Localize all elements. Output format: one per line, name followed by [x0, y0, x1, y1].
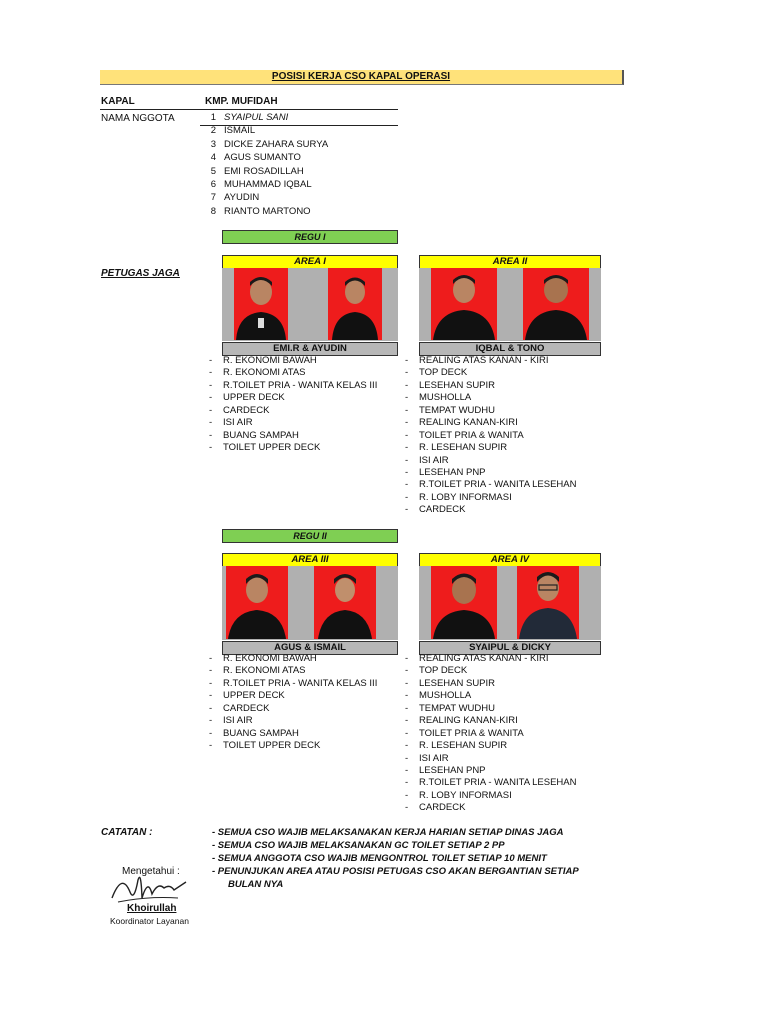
member-name: SYAIPUL SANI [224, 112, 289, 123]
task-label: ISI AIR [223, 715, 253, 727]
area-2-label: AREA II [419, 255, 601, 269]
task-label: R. EKONOMI ATAS [223, 665, 306, 677]
task-dash: - [405, 677, 409, 689]
kapal-label: KAPAL [101, 96, 135, 107]
area-4-label: AREA IV [419, 553, 601, 567]
member-name: AGUS SUMANTO [224, 152, 301, 164]
task-item [209, 367, 377, 379]
task-dash: - [405, 702, 409, 714]
task-label: LESEHAN SUPIR [419, 677, 496, 689]
task-dash: - [405, 491, 409, 503]
catatan-notes [212, 826, 579, 878]
task-item [405, 392, 577, 404]
task-item [209, 355, 377, 367]
member-number: 6 [210, 178, 216, 190]
title-bar [100, 70, 624, 85]
photo-iqbal [431, 268, 497, 340]
task-label: R. LOBY INFORMASI [419, 789, 512, 801]
task-dash: - [209, 379, 213, 391]
member-name: RIANTO MARTONO [224, 205, 311, 217]
task-label: REALING ATAS KANAN - KIRI [419, 355, 549, 366]
task-dash: - [405, 367, 409, 379]
task-item [405, 690, 577, 702]
task-item [405, 492, 577, 504]
member-row [200, 124, 328, 137]
task-dash: - [209, 653, 213, 664]
photo-agus [226, 566, 288, 639]
task-dash: - [209, 690, 213, 702]
mengetahui-label: Mengetahui : [122, 866, 180, 877]
member-row [200, 178, 328, 191]
task-label: R.TOILET PRIA - WANITA KELAS III [223, 677, 378, 689]
task-label: BUANG SAMPAH [223, 429, 299, 441]
task-label: REALING ATAS KANAN - KIRI [419, 653, 549, 664]
task-item [405, 777, 577, 789]
task-item [405, 765, 577, 777]
member-number: 2 [210, 125, 216, 137]
task-item [209, 417, 377, 429]
photo-emi [234, 268, 288, 340]
task-label: R. EKONOMI BAWAH [223, 653, 317, 664]
task-label: TOILET UPPER DECK [223, 442, 321, 454]
task-item [209, 405, 377, 417]
task-dash: - [209, 442, 213, 454]
task-dash: - [405, 392, 409, 404]
member-row [200, 191, 328, 204]
task-item [209, 703, 377, 715]
task-dash: - [405, 727, 409, 739]
member-row [200, 165, 328, 178]
area-1-task-list [209, 355, 377, 455]
task-item [209, 653, 377, 665]
task-dash: - [209, 740, 213, 752]
task-item [209, 690, 377, 702]
task-label: TOP DECK [419, 665, 468, 677]
regu-2-label: REGU II [222, 529, 398, 543]
member-list [200, 111, 328, 218]
task-item [209, 380, 377, 392]
task-label: R. EKONOMI ATAS [223, 367, 306, 379]
task-label: CARDECK [419, 504, 466, 516]
task-label: LESEHAN PNP [419, 466, 486, 478]
task-label: TOP DECK [419, 367, 468, 379]
task-dash: - [405, 715, 409, 727]
task-item [209, 740, 377, 752]
task-dash: - [209, 715, 213, 727]
note-item: - SEMUA CSO WAJIB MELAKSANAKAN GC TOILET SETIAP 2 PP [212, 840, 505, 851]
task-label: TOILET UPPER DECK [223, 740, 321, 752]
task-item [209, 430, 377, 442]
task-label: ISI AIR [419, 454, 449, 466]
task-dash: - [405, 442, 409, 454]
task-dash: - [405, 379, 409, 391]
task-dash: - [209, 677, 213, 689]
task-item [209, 665, 377, 677]
task-item [405, 355, 577, 367]
member-name: AYUDIN [224, 192, 260, 204]
task-item [405, 442, 577, 454]
task-label: ISI AIR [419, 752, 449, 764]
task-dash: - [405, 454, 409, 466]
member-name: EMI ROSADILLAH [224, 165, 304, 177]
task-label: REALING KANAN-KIRI [419, 715, 518, 727]
kapal-underline [100, 109, 398, 110]
task-item [405, 430, 577, 442]
area-2-names: IQBAL & TONO [419, 342, 601, 356]
area-1-photo-strip [222, 268, 398, 341]
area-3-names: AGUS & ISMAIL [222, 641, 398, 655]
task-dash: - [405, 740, 409, 752]
area-2-photo-strip [419, 268, 601, 341]
task-label: R. LOBY INFORMASI [419, 491, 512, 503]
area-3-label: AREA III [222, 553, 398, 567]
area-4-photo-strip [419, 566, 601, 640]
member-row [200, 151, 328, 164]
area-1-names: EMI.R & AYUDIN [222, 342, 398, 356]
task-item [209, 678, 377, 690]
member-row [200, 111, 328, 124]
task-label: TEMPAT WUDHU [419, 702, 495, 714]
signature-image [108, 868, 192, 906]
task-dash: - [209, 404, 213, 416]
task-dash: - [405, 417, 409, 429]
task-item [405, 405, 577, 417]
task-label: LESEHAN SUPIR [419, 379, 496, 391]
task-label: CARDECK [419, 802, 466, 814]
signer-name: Khoirullah [127, 903, 177, 914]
task-item [405, 790, 577, 802]
task-dash: - [209, 367, 213, 379]
task-dash: - [405, 802, 409, 814]
task-label: UPPER DECK [223, 392, 285, 404]
area-1-label: AREA I [222, 255, 398, 269]
signer-role: Koordinator Layanan [110, 916, 189, 926]
petugas-jaga-label: PETUGAS JAGA [101, 268, 180, 279]
task-item [209, 392, 377, 404]
task-item [405, 455, 577, 467]
task-item [405, 467, 577, 479]
task-dash: - [405, 752, 409, 764]
task-dash: - [405, 479, 409, 491]
task-label: TOILET PRIA & WANITA [419, 727, 524, 739]
task-item [209, 728, 377, 740]
photo-ayudin [328, 268, 382, 340]
photo-dicky [517, 566, 579, 639]
regu-1-label: REGU I [222, 230, 398, 244]
task-label: R. LESEHAN SUPIR [419, 442, 508, 454]
kapal-value: KMP. MUFIDAH [205, 96, 278, 107]
task-label: TEMPAT WUDHU [419, 404, 495, 416]
page-title: POSISI KERJA CSO KAPAL OPERASI [271, 71, 451, 82]
task-item [405, 715, 577, 727]
member-number: 7 [210, 192, 216, 204]
task-dash: - [405, 690, 409, 702]
photo-syaipul [431, 566, 497, 639]
task-item [405, 479, 577, 491]
note-item: - PENUNJUKAN AREA ATAU POSISI PETUGAS CSO AKAN BERGANTIAN SETIAP [212, 866, 579, 877]
task-item [405, 753, 577, 765]
task-label: UPPER DECK [223, 690, 285, 702]
task-dash: - [209, 702, 213, 714]
member-name: ISMAIL [224, 125, 256, 137]
catatan-note-cont: BULAN NYA [228, 879, 284, 890]
area-3-task-list [209, 653, 377, 753]
task-label: CARDECK [223, 702, 270, 714]
task-dash: - [209, 355, 213, 366]
task-item [405, 504, 577, 516]
member-list-underline [200, 125, 398, 126]
task-dash: - [405, 653, 409, 664]
task-item [209, 715, 377, 727]
task-dash: - [209, 429, 213, 441]
task-item [405, 703, 577, 715]
task-label: R.TOILET PRIA - WANITA KELAS III [223, 379, 378, 391]
task-dash: - [405, 665, 409, 677]
task-dash: - [405, 777, 409, 789]
task-label: ISI AIR [223, 417, 253, 429]
member-number: 4 [210, 152, 216, 164]
area-3-photo-strip [222, 566, 398, 640]
task-dash: - [405, 764, 409, 776]
area-4-task-list [405, 653, 577, 815]
task-item [405, 740, 577, 752]
task-item [405, 802, 577, 814]
anggota-label: NAMA NGGOTA [101, 113, 175, 124]
catatan-label: CATATAN : [101, 827, 153, 838]
task-dash: - [209, 665, 213, 677]
area-2-task-list [405, 355, 577, 517]
task-dash: - [405, 355, 409, 366]
task-label: R. LESEHAN SUPIR [419, 740, 508, 752]
task-dash: - [405, 789, 409, 801]
member-number: 5 [210, 165, 216, 177]
task-label: MUSHOLLA [419, 690, 472, 702]
note-item: - SEMUA ANGGOTA CSO WAJIB MENGONTROL TOILET SETIAP 10 MENIT [212, 853, 547, 864]
task-label: BUANG SAMPAH [223, 727, 299, 739]
member-name: MUHAMMAD IQBAL [224, 178, 312, 190]
task-item [405, 653, 577, 665]
task-dash: - [405, 429, 409, 441]
task-label: MUSHOLLA [419, 392, 472, 404]
task-item [405, 367, 577, 379]
photo-ismail [314, 566, 376, 639]
task-dash: - [209, 392, 213, 404]
member-row [200, 138, 328, 151]
task-item [405, 678, 577, 690]
task-item [405, 417, 577, 429]
photo-tono [523, 268, 589, 340]
task-label: REALING KANAN-KIRI [419, 417, 518, 429]
task-item [405, 380, 577, 392]
member-row [200, 205, 328, 218]
area-4-names: SYAIPUL & DICKY [419, 641, 601, 655]
task-item [405, 665, 577, 677]
task-dash: - [405, 504, 409, 516]
task-item [405, 728, 577, 740]
task-label: R.TOILET PRIA - WANITA LESEHAN [419, 777, 577, 789]
member-number: 8 [210, 205, 216, 217]
task-label: R.TOILET PRIA - WANITA LESEHAN [419, 479, 577, 491]
task-dash: - [405, 404, 409, 416]
task-label: R. EKONOMI BAWAH [223, 355, 317, 366]
task-item [209, 442, 377, 454]
member-number: 3 [210, 138, 216, 150]
task-dash: - [209, 727, 213, 739]
task-label: TOILET PRIA & WANITA [419, 429, 524, 441]
task-dash: - [405, 466, 409, 478]
task-label: LESEHAN PNP [419, 764, 486, 776]
task-dash: - [209, 417, 213, 429]
member-number: 1 [210, 112, 216, 123]
note-item: - SEMUA CSO WAJIB MELAKSANAKAN KERJA HARIAN SETIAP DINAS JAGA [212, 827, 564, 838]
member-name: DICKE ZAHARA SURYA [224, 138, 329, 150]
task-label: CARDECK [223, 404, 270, 416]
